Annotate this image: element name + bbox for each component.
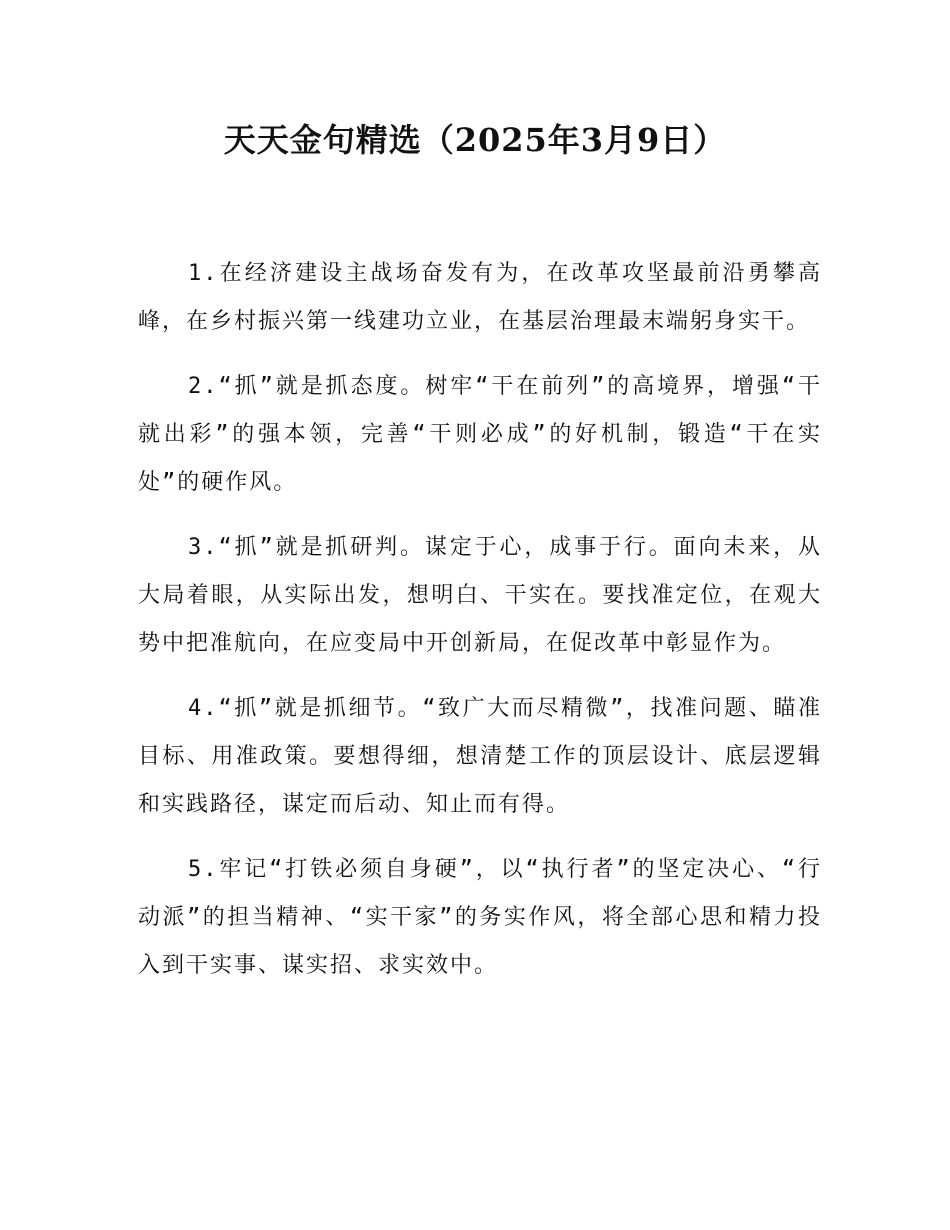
paragraph-4: 4.“抓”就是抓细节。“致广大而尽精微”，找准问题、瞄准目标、用准政策。要想得细，想清楚工作的顶层设计、底层逻辑和实践路径，谋定而后动、知止而有得。 — [138, 696, 822, 817]
paragraph-3: 3.“抓”就是抓研判。谋定于心，成事于行。面向未来，从大局着眼，从实际出发，想明白、干实在。要找准定位，在观大势中把准航向，在应变局中开创新局，在促改革中彰显作为。 — [138, 535, 822, 656]
document-body — [138, 250, 822, 1007]
paragraph-5: 5.牢记“打铁必须自身硬”，以“执行者”的坚定决心、“行动派”的担当精神、“实干家”的务实作风，将全部心思和精力投入到干实事、谋实招、求实效中。 — [138, 857, 822, 978]
document-title: 天天金句精选（2025年3月9日） — [223, 121, 727, 159]
paragraph-1: 1.在经济建设主战场奋发有为，在改革攻坚最前沿勇攀高峰，在乡村振兴第一线建功立业，在基层治理最末端躬身实干。 — [138, 261, 822, 334]
paragraph-2: 2.“抓”就是抓态度。树牢“干在前列”的高境界，增强“干就出彩”的强本领，完善“干则必成”的好机制，锻造“干在实处”的硬作风。 — [138, 374, 822, 495]
